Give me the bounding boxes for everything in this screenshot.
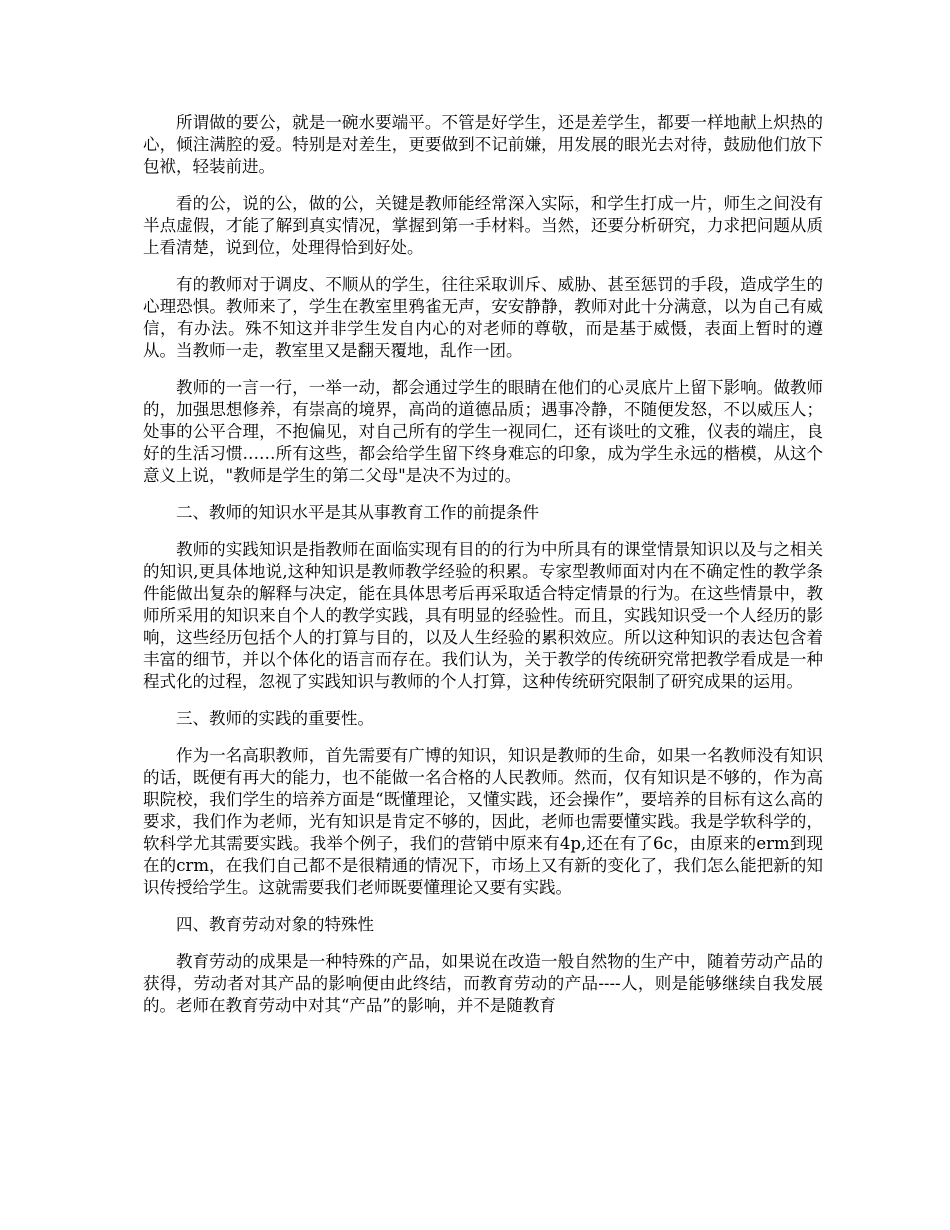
section-heading-knowledge: 二、教师的知识水平是其从事教育工作的前提条件 — [176, 503, 539, 522]
paragraph-practical-knowledge: 教师的实践知识是指教师在面临实现有目的的行为中所具有的课堂情景知识以及与之相关的知识,更具体地说,这种知识是教师教学经验的积累。专家型教师面对内在不确定性的教学条件能做出复杂的解释与决定，能在具体思考后再采取适合特定情景的行为。在这些情景中，教师所采用的知识来自个人的教学实践，具有明显的经验性。而且，实践知识受一个人经历的影响，这些经历包括个人的打算与目的，以及人生经验的累积效应。所以这种知识的表达包含着丰富的细节，并以个体化的语言而存在。我们认为，关于教学的传统研究常把教学看成是一种程式化的过程，忽视了实践知识与教师的个人打算，这种传统研究限制了研究成果的运用。 — [143, 540, 823, 691]
paragraph-role-model: 教师的一言一行，一举一动，都会通过学生的眼睛在他们的心灵底片上留下影响。做教师的，加强思想修养，有崇高的境界，高尚的道德品质；遇事冷静，不随便发怒，不以威压人；处事的公平合理，不抱偏见，对自己所有的学生一视同仁，还有谈吐的文雅，仪表的端庄，良好的生活习惯……所有这些，都会给学生留下终身难忘的印象，成为学生永远的楷模，从这个意义上说，"教师是学生的第二父母"是决不为过的。 — [143, 378, 823, 485]
section-heading-labor-object: 四、教育劳动对象的特殊性 — [176, 915, 374, 934]
paragraph-fairness-action: 所谓做的要公，就是一碗水要端平。不管是好学生，还是差学生，都要一样地献上炽热的心，倾注满腔的爱。特别是对差生，更要做到不记前嫌，用发展的眼光去对待，鼓励他们放下包袱，轻装前进。 — [143, 113, 823, 176]
section-heading-practice: 三、教师的实践的重要性。 — [176, 709, 374, 728]
paragraph-fairness-key: 看的公，说的公，做的公，关键是教师能经常深入实际，和学生打成一片，师生之间没有半点虚假，才能了解到真实情况，掌握到第一手材料。当然，还要分析研究，力求把问题从质上看清楚，说到位，处理得恰到好处。 — [143, 194, 823, 257]
paragraph-intimidation: 有的教师对于调皮、不顺从的学生，往往采取训斥、威胁、甚至惩罚的手段，造成学生的心理恐惧。教师来了，学生在教室里鸦雀无声，安安静静，教师对此十分满意，以为自己有威信，有办法。殊不知这并非学生发自内心的对老师的尊敬，而是基于威慑，表面上暂时的遵从。当教师一走，教室里又是翻天覆地，乱作一团。 — [143, 275, 823, 360]
paragraph-labor-product: 教育劳动的成果是一种特殊的产品，如果说在改造一般自然物的生产中，随着劳动产品的获得，劳动者对其产品的影响便由此终结，而教育劳动的产品----人，则是能够继续自我发展的。老师在教育劳动中对其“产品”的影响，并不是随教育 — [143, 952, 823, 1015]
paragraph-practice-importance: 作为一名高职教师，首先需要有广博的知识，知识是教师的生命，如果一名教师没有知识的话，既便有再大的能力，也不能做一名合格的人民教师。然而，仅有知识是不够的，作为高职院校，我们学生的培养方面是“既懂理论，又懂实践，还会操作”，要培养的目标有这么高的要求，我们作为老师，光有知识是肯定不够的，因此，老师也需要懂实践。我是学软科学的，软科学尤其需要实践。我举个例子，我们的营销中原来有4p,还在有了6c，由原来的erm到现在的crm，在我们自己都不是很精通的情况下，市场上又有新的变化了，我们怎么能把新的知识传授给学生。这就需要我们老师既要懂理论又要有实践。 — [143, 746, 823, 897]
document-body — [143, 112, 823, 1032]
